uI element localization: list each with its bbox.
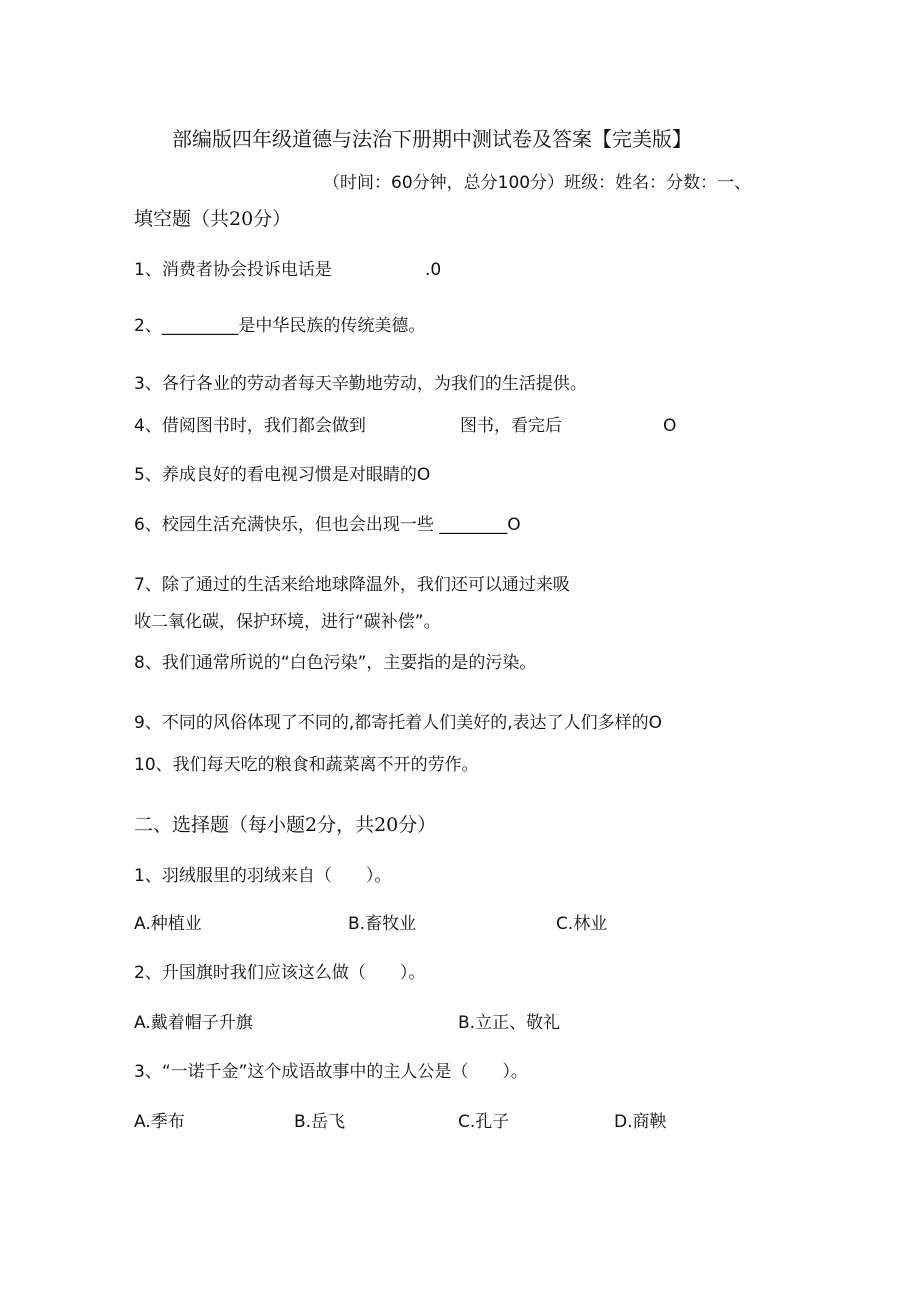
option-2-2-a: A.戴着帽子升旗 <box>134 1013 253 1033</box>
question-1-9: 9、不同的风俗体现了不同的,都寄托着人们美好的,表达了人们多样的O <box>134 713 663 733</box>
option-2-1-c: C.林业 <box>556 914 608 934</box>
exam-info-line: （时间：60分钟，总分100分）班级：姓名：分数：一、 <box>323 173 752 193</box>
question-1-8: 8、我们通常所说的“白色污染”，主要指的是的污染。 <box>134 653 537 673</box>
question-1-6: 6、校园生活充满快乐，但也会出现一些 ________O <box>134 515 521 535</box>
section-1-title: 填空题（共20分） <box>134 208 292 230</box>
question-1-1: 1、消费者协会投诉电话是 <box>134 260 332 280</box>
question-1-4-end: O <box>663 416 677 436</box>
question-1-7-line-2: 收二氧化碳，保护环境，进行“碳补偿”。 <box>134 612 441 632</box>
option-2-3-c: C.孔子 <box>458 1112 510 1132</box>
question-1-3: 3、各行各业的劳动者每天辛勤地劳动，为我们的生活提供。 <box>134 374 587 394</box>
option-2-3-a: A.季布 <box>134 1112 185 1132</box>
question-1-2: 2、_________是中华民族的传统美德。 <box>134 316 426 336</box>
question-1-10: 10、我们每天吃的粮食和蔬菜离不开的劳作。 <box>134 755 479 775</box>
option-2-1-b: B.畜牧业 <box>348 914 417 934</box>
section-2-title: 二、选择题（每小题2分，共20分） <box>134 814 437 836</box>
question-1-5: 5、养成良好的看电视习惯是对眼睛的O <box>134 465 431 485</box>
question-1-7-line-1: 7、除了通过的生活来给地球降温外，我们还可以通过来吸 <box>134 575 570 595</box>
option-2-1-a: A.种植业 <box>134 914 202 934</box>
document-title: 部编版四年级道德与法治下册期中测试卷及答案【完美版】 <box>172 127 692 151</box>
question-2-1: 1、羽绒服里的羽绒来自（ ）。 <box>134 866 392 886</box>
question-1-4: 4、借阅图书时，我们都会做到 <box>134 416 366 436</box>
question-2-3: 3、“一诺千金”这个成语故事中的主人公是（ ）。 <box>134 1062 528 1082</box>
question-2-2: 2、升国旗时我们应该这么做（ ）。 <box>134 963 426 983</box>
option-2-2-b: B.立正、敬礼 <box>458 1013 561 1033</box>
question-1-4-mid: 图书，看完后 <box>460 416 562 436</box>
question-1-1-end: .0 <box>425 260 442 280</box>
option-2-3-d: D.商鞅 <box>614 1112 667 1132</box>
option-2-3-b: B.岳飞 <box>294 1112 346 1132</box>
